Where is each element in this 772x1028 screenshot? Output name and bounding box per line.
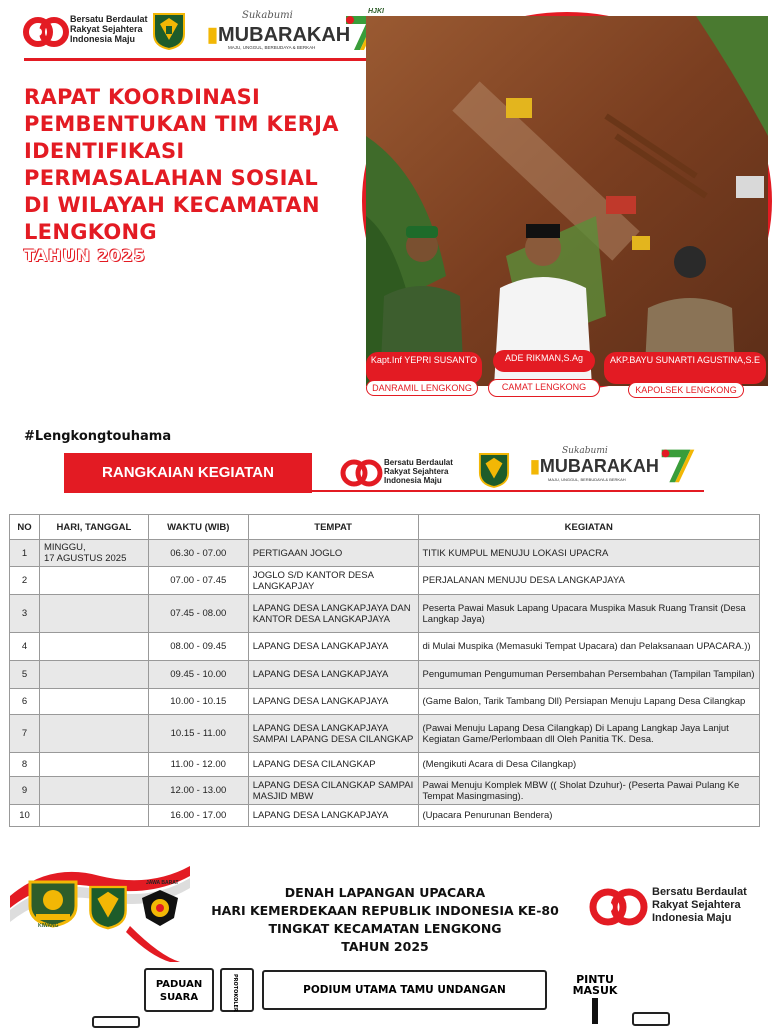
col-no: NO — [10, 515, 40, 540]
col-time: WAKTU (WIB) — [148, 515, 248, 540]
cell-time: 08.00 - 09.45 — [148, 633, 248, 661]
hjki-label: HJKI — [368, 8, 384, 15]
mubarakah-m-icon: ▮ — [530, 456, 540, 476]
cell-date — [39, 689, 148, 715]
mubarakah-sub: MAJU, UNGGUL, BERBUDAYA & BERKAH — [228, 45, 316, 50]
cell-date — [39, 805, 148, 827]
cell-place: LAPANG DESA LANGKAPJAYA — [248, 805, 418, 827]
hashtag-partial: #Lengkongtouhama — [24, 429, 172, 444]
cell-date — [39, 633, 148, 661]
mubarakah-wordmark: ▮MUBARAKAH — [207, 24, 351, 46]
cell-time: 10.15 - 11.00 — [148, 715, 248, 753]
table-row — [10, 689, 760, 715]
mubarakah-script: Sukabumi — [242, 10, 293, 21]
table-row — [10, 753, 760, 777]
table-row — [10, 777, 760, 805]
mubarakah-sub-2: MAJU, UNGGUL, BERBUDAYA & BERKAH — [548, 477, 626, 482]
construction-site-photo — [362, 12, 772, 390]
cell-no: 7 — [10, 715, 40, 753]
cell-activity: (Upacara Penurunan Bendera) — [418, 805, 760, 827]
table-row — [10, 715, 760, 753]
denah-title: DENAH LAPANGAN UPACARA HARI KEMERDEKAAN REPUBLIK INDONESIA KE-80 TINGKAT KECAMATAN LENGKONG TAHUN 2025 — [211, 885, 559, 954]
pintu-masuk-marker — [592, 998, 598, 1024]
cell-time: 11.00 - 12.00 — [148, 753, 248, 777]
cell-place: LAPANG DESA CILANGKAP — [248, 753, 418, 777]
cell-no: 4 — [10, 633, 40, 661]
cell-place: LAPANG DESA CILANGKAP SAMPAI MASJID MBW — [248, 777, 418, 805]
schedule-header-row — [10, 515, 760, 540]
cell-activity: Pawai Menuju Komplek MBW (( Sholat Dzuhur)- (Peserta Pawai Pulang Ke Tempat Masingmasing). — [418, 777, 760, 805]
hut-ri-80-logo — [24, 12, 68, 52]
col-activity: KEGIATAN — [418, 515, 760, 540]
hut-tagline-2: Bersatu Berdaulat Rakyat Sejahtera Indonesia Maju — [384, 458, 453, 485]
kabupaten-sukabumi-emblem-icon — [152, 12, 186, 50]
cell-date — [39, 567, 148, 595]
cell-place: PERTIGAAN JOGLO — [248, 540, 418, 567]
polri-emblem-icon — [140, 888, 180, 928]
cell-activity: di Mulai Muspika (Memasuki Tempat Upacara) dan Pelaksanaan UPACARA.)) — [418, 633, 760, 661]
denah-box-left — [92, 1016, 140, 1028]
banner-divider — [24, 58, 388, 61]
cell-no: 10 — [10, 805, 40, 827]
table-row — [10, 633, 760, 661]
cell-activity: (Mengikuti Acara di Desa Cilangkap) — [418, 753, 760, 777]
kabupaten-sukabumi-emblem-icon — [88, 884, 128, 930]
hut-ri-80-logo-2 — [342, 455, 382, 491]
protokoler-box: PROTOKOLER — [220, 968, 254, 1012]
col-date: HARI, TANGGAL — [39, 515, 148, 540]
cell-activity: (Game Balon, Tarik Tambang Dll) Persiapan Menuju Lapang Desa Cilangkap — [418, 689, 760, 715]
official-name-kapolsek: AKP.BAYU SUNARTI AGUSTINA,S.E — [604, 352, 766, 384]
cell-no: 8 — [10, 753, 40, 777]
table-row — [10, 540, 760, 567]
pintu-masuk-label: PINTU MASUK — [572, 973, 618, 997]
official-name-danramil: Kapt.Inf YEPRI SUSANTO — [366, 352, 482, 384]
cell-time: 09.45 - 10.00 — [148, 661, 248, 689]
table-row — [10, 661, 760, 689]
cell-no: 1 — [10, 540, 40, 567]
cell-activity: Pengumuman Pengumuman Persembahan Persembahan (Tampilan Tampilan) — [418, 661, 760, 689]
mubarakah-script-2: Sukabumi — [562, 446, 608, 456]
cell-activity: (Pawai Menuju Lapang Desa Cilangkap) Di Lapang Langkap Jaya Lanjut Kegiatan Game/Perlombaan dll Oleh Panitia TK. Desa. — [418, 715, 760, 753]
cell-place: LAPANG DESA LANGKAPJAYA — [248, 633, 418, 661]
cell-no: 9 — [10, 777, 40, 805]
hjki-logo-icon — [654, 440, 702, 488]
meeting-title: RAPAT KOORDINASI PEMBENTUKAN TIM KERJA IDENTIFIKASI PERMASALAHAN SOSIAL DI WILAYAH KECAMATAN LENGKONG — [24, 85, 339, 244]
kiwang-label: KIWANG — [38, 923, 59, 929]
mubarakah-wordmark-2: ▮MUBARAKAH — [530, 456, 659, 476]
cell-date — [39, 777, 148, 805]
denah-box-right — [632, 1012, 670, 1026]
cell-date — [39, 661, 148, 689]
cell-place: JOGLO S/D KANTOR DESA LANGKAPJAY — [248, 567, 418, 595]
official-name-camat: ADE RIKMAN,S.Ag — [493, 350, 595, 372]
cell-no: 2 — [10, 567, 40, 595]
kabupaten-sukabumi-emblem-icon — [478, 452, 510, 488]
cell-time: 12.00 - 13.00 — [148, 777, 248, 805]
cell-place: LAPANG DESA LANGKAPJAYA SAMPAI LAPANG DESA CILANGKAP — [248, 715, 418, 753]
jawa-barat-label: JAWA BARAT — [146, 880, 179, 886]
cell-date — [39, 715, 148, 753]
hut-tagline-3: Bersatu Berdaulat Rakyat Sejahtera Indonesia Maju — [652, 886, 747, 924]
kodim-emblem-icon — [28, 880, 78, 928]
cell-date: MINGGU, 17 AGUSTUS 2025 — [39, 540, 148, 567]
cell-place: LAPANG DESA LANGKAPJAYA DAN KANTOR DESA LANGKAPJAYA — [248, 595, 418, 633]
mubarakah-m-icon: ▮ — [207, 24, 219, 46]
official-role-kapolsek: KAPOLSEK LENGKONG — [628, 382, 744, 398]
cell-place: LAPANG DESA LANGKAPJAYA — [248, 661, 418, 689]
cell-date — [39, 595, 148, 633]
cell-activity: PERJALANAN MENUJU DESA LANGKAPJAYA — [418, 567, 760, 595]
cell-date — [39, 753, 148, 777]
cell-time: 16.00 - 17.00 — [148, 805, 248, 827]
cell-activity: TITIK KUMPUL MENUJU LOKASI UPACRA — [418, 540, 760, 567]
cell-time: 07.45 - 08.00 — [148, 595, 248, 633]
hut-ri-80-logo-3 — [590, 882, 648, 932]
table-row — [10, 595, 760, 633]
cell-no: 5 — [10, 661, 40, 689]
cell-no: 3 — [10, 595, 40, 633]
cell-time: 07.00 - 07.45 — [148, 567, 248, 595]
cell-time: 10.00 - 10.15 — [148, 689, 248, 715]
cell-activity: Peserta Pawai Masuk Lapang Upacara Muspika Masuk Ruang Transit (Desa Langkap Jaya) — [418, 595, 760, 633]
meeting-year: TAHUN 2025 — [24, 246, 146, 265]
paduan-suara-box: PADUAN SUARA — [144, 968, 214, 1012]
cell-no: 6 — [10, 689, 40, 715]
official-role-camat: CAMAT LENGKONG — [488, 379, 600, 397]
podium-box: PODIUM UTAMA TAMU UNDANGAN — [262, 970, 547, 1010]
hut-tagline: Bersatu Berdaulat Rakyat Sejahtera Indonesia Maju — [70, 14, 148, 44]
official-role-danramil: DANRAMIL LENGKONG — [366, 380, 478, 396]
table-row — [10, 805, 760, 827]
schedule-table — [9, 514, 760, 827]
table-row — [10, 567, 760, 595]
col-place: TEMPAT — [248, 515, 418, 540]
cell-place: LAPANG DESA LANGKAPJAYA — [248, 689, 418, 715]
schedule-heading: RANGKAIAN KEGIATAN — [64, 453, 312, 493]
cell-time: 06.30 - 07.00 — [148, 540, 248, 567]
